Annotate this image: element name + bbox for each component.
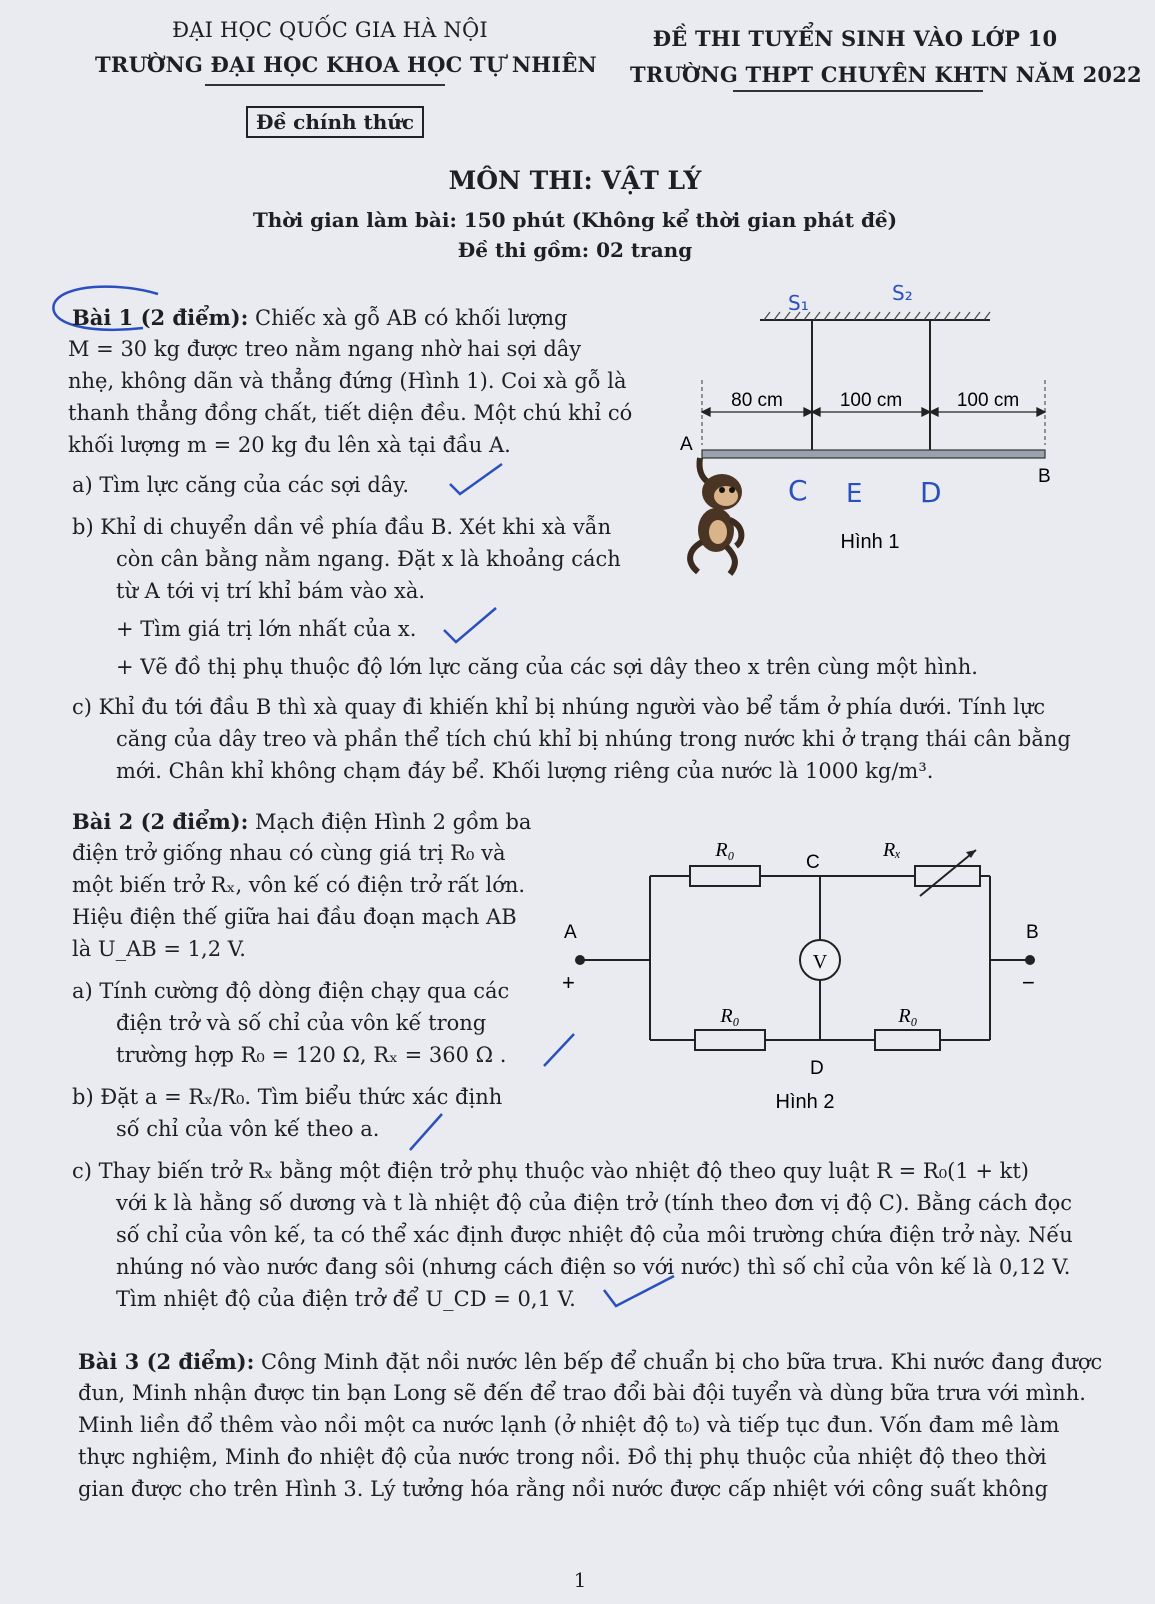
- handwritten-e: E: [846, 479, 863, 509]
- label-r0-top: R₀: [715, 839, 735, 861]
- node-b: B: [1026, 922, 1039, 943]
- bai3-line-5: gian được cho trên Hình 3. Lý tưởng hóa rằng nồi nước được cấp nhiệt với công suất không: [78, 1477, 1049, 1501]
- dim-label-1: 80 cm: [731, 390, 783, 411]
- terminal-a: [575, 955, 585, 965]
- page-count: Đề thi gồm: 02 trang: [457, 238, 693, 262]
- bai1-part-c-3: mới. Chân khỉ không chạm đáy bể. Khối lượng riêng của nước là 1000 kg/m³.: [116, 759, 934, 783]
- bai1-part-b-1: b) Khỉ di chuyển dần về phía đầu B. Xét khi xà vẫn: [72, 515, 612, 539]
- handwritten-c: C: [788, 474, 808, 507]
- bai2-part-b-1: b) Đặt a = Rₓ/R₀. Tìm biểu thức xác định: [72, 1085, 503, 1109]
- bai1-part-b-3: từ A tới vị trí khỉ bám vào xà.: [116, 579, 426, 603]
- bai2-part-c-3: số chỉ của vôn kế, ta có thể xác định được nhiệt độ của môi trường chứa điện trở này. Nếu: [116, 1223, 1073, 1247]
- beam-ab: [702, 450, 1045, 458]
- bai3-line-4: thực nghiệm, Minh đo nhiệt độ của nước trong nồi. Đồ thị phụ thuộc của nhiệt độ theo thời: [78, 1445, 1047, 1469]
- checkmark-icon: [440, 604, 500, 648]
- header-rule-right: [733, 90, 983, 92]
- rheostat-arrow: [920, 850, 976, 896]
- bai2-line-0: [72, 806, 531, 838]
- page-number: 1: [573, 1568, 587, 1592]
- bai2-heading: Bài 2 (2 điểm):: [72, 809, 249, 834]
- bai2-line-4: là U_AB = 1,2 V.: [72, 937, 246, 961]
- figure-2: [560, 830, 1080, 1120]
- exam-duration: Thời gian làm bài: 150 phút (Không kể thời gian phát đề): [252, 208, 898, 232]
- bai2-part-a-3: trường hợp R₀ = 120 Ω, Rₓ = 360 Ω .: [116, 1043, 507, 1067]
- bai2-part-c-2: với k là hằng số dương và t là nhiệt độ của điện trở (tính theo đơn vị độ C). Bằng cách đọc: [116, 1191, 1073, 1215]
- beam-end-b: B: [1038, 466, 1051, 487]
- bai1-line-4: khối lượng m = 20 kg đu lên xà tại đầu A.: [68, 433, 511, 457]
- official-label: Đề chính thức: [246, 106, 424, 138]
- dim-label-2: 100 cm: [839, 390, 903, 411]
- resistor-r0-bottom-left: [695, 1030, 765, 1050]
- school-name: TRƯỜNG ĐẠI HỌC KHOA HỌC TỰ NHIÊN: [95, 52, 597, 77]
- tick-mark-icon: [406, 1110, 446, 1160]
- figure-2-caption: Hình 2: [775, 1091, 835, 1113]
- node-a: A: [564, 922, 577, 943]
- checkmark-icon: [446, 460, 506, 500]
- bai1-line-2: nhẹ, không dãn và thẳng đứng (Hình 1). Coi xà gỗ là: [68, 369, 627, 393]
- bai3-line-3: Minh liền đổ thêm vào nồi một ca nước lạnh (ở nhiệt độ t₀) và tiếp tục đun. Vốn đam mê làm: [78, 1413, 1060, 1437]
- bai1-heading: Bài 1 (2 điểm):: [72, 305, 249, 330]
- bai1-part-c-2: căng của dây treo và phần thể tích chú khỉ bị nhúng trong nước khi ở trạng thái cân bằng: [116, 727, 1071, 751]
- figure-1-caption: Hình 1: [840, 531, 900, 553]
- node-c: C: [806, 852, 820, 873]
- bai3-text-1: Công Minh đặt nồi nước lên bếp để chuẩn bị cho bữa trưa. Khi nước đang được: [261, 1350, 1103, 1374]
- label-rx: Rₓ: [883, 839, 901, 861]
- bai3-heading: Bài 3 (2 điểm):: [78, 1349, 255, 1374]
- dim-label-3: 100 cm: [956, 390, 1020, 411]
- resistor-r0-bottom-right: [875, 1030, 940, 1050]
- rheostat-rx: [915, 866, 980, 886]
- bai2-text-0: Mạch điện Hình 2 gồm ba: [255, 810, 532, 834]
- bai2-part-a-2: điện trở và số chỉ của vôn kế trong: [116, 1011, 487, 1035]
- bai1-line-1: M = 30 kg được treo nằm ngang nhờ hai sợi dây: [68, 337, 582, 361]
- bai1-text-0: Chiếc xà gỗ AB có khối lượng: [255, 306, 568, 330]
- figure-1: [660, 280, 1060, 590]
- terminal-b: [1025, 955, 1035, 965]
- label-r0-bottom-right: R₀: [898, 1005, 918, 1027]
- bai2-line-1: điện trở giống nhau có cùng giá trị R₀ và: [72, 841, 506, 865]
- bai3-line-2: đun, Minh nhận được tin bạn Long sẽ đến để trao đổi bài đội tuyển và dùng bữa trưa với mình.: [78, 1381, 1086, 1405]
- bai1-line-3: thanh thẳng đồng chất, tiết diện đều. Một chú khỉ có: [68, 401, 633, 425]
- minus-sign: −: [1022, 970, 1035, 995]
- bai1-part-b-5: + Vẽ đồ thị phụ thuộc độ lớn lực căng của các sợi dây theo x trên cùng một hình.: [116, 655, 978, 679]
- bai2-part-b-2: số chỉ của vôn kế theo a.: [116, 1117, 380, 1141]
- bai1-part-c-1: c) Khỉ đu tới đầu B thì xà quay đi khiến khỉ bị nhúng người vào bể tắm ở phía dưới. Tính lực: [72, 695, 1046, 719]
- label-r0-bottom-left: R₀: [720, 1005, 740, 1027]
- checkmark-icon: [600, 1270, 680, 1314]
- handwritten-d: D: [920, 476, 942, 509]
- exam-school: TRƯỜNG THPT CHUYÊN KHTN NĂM 2022: [630, 62, 1142, 87]
- bai2-part-c-5: Tìm nhiệt độ của điện trở để U_CD = 0,1 V.: [116, 1287, 576, 1311]
- plus-sign: +: [562, 970, 575, 995]
- bai2-line-3: Hiệu điện thế giữa hai đầu đoạn mạch AB: [72, 905, 517, 929]
- bai2-part-c-1: c) Thay biến trở Rₓ bằng một điện trở phụ thuộc vào nhiệt độ theo quy luật R = R₀(1 + kt): [72, 1159, 1029, 1183]
- header-rule-left: [205, 84, 445, 86]
- resistor-r0-top: [690, 866, 760, 886]
- bai1-part-b-2: còn cân bằng nằm ngang. Đặt x là khoảng cách: [116, 547, 621, 571]
- bai1-part-b-4: + Tìm giá trị lớn nhất của x.: [116, 617, 417, 641]
- bai3-line-1: [78, 1346, 1102, 1378]
- bai1-line-0: [72, 302, 567, 334]
- node-d: D: [810, 1058, 824, 1079]
- bai2-part-c-4: nhúng nó vào nước đang sôi (nhưng cách điện so với nước) thì số chỉ của vôn kế là 0,12 V.: [116, 1255, 1071, 1279]
- beam-end-a: A: [680, 434, 693, 455]
- handwritten-s2: S₂: [892, 281, 913, 305]
- university-name: ĐẠI HỌC QUỐC GIA HÀ NỘI: [172, 18, 488, 42]
- voltmeter-label: V: [812, 951, 828, 973]
- bai2-line-2: một biến trở Rₓ, vôn kế có điện trở rất lớn.: [72, 873, 526, 897]
- monkey-illustration: [690, 458, 742, 574]
- exam-name: ĐỀ THI TUYỂN SINH VÀO LỚP 10: [652, 26, 1058, 51]
- bai1-part-a: a) Tìm lực căng của các sợi dây.: [72, 473, 410, 497]
- subject-title: MÔN THI: VẬT LÝ: [448, 166, 702, 195]
- handwritten-s1: S₁: [788, 291, 809, 315]
- bai2-part-a-1: a) Tính cường độ dòng điện chạy qua các: [72, 979, 510, 1003]
